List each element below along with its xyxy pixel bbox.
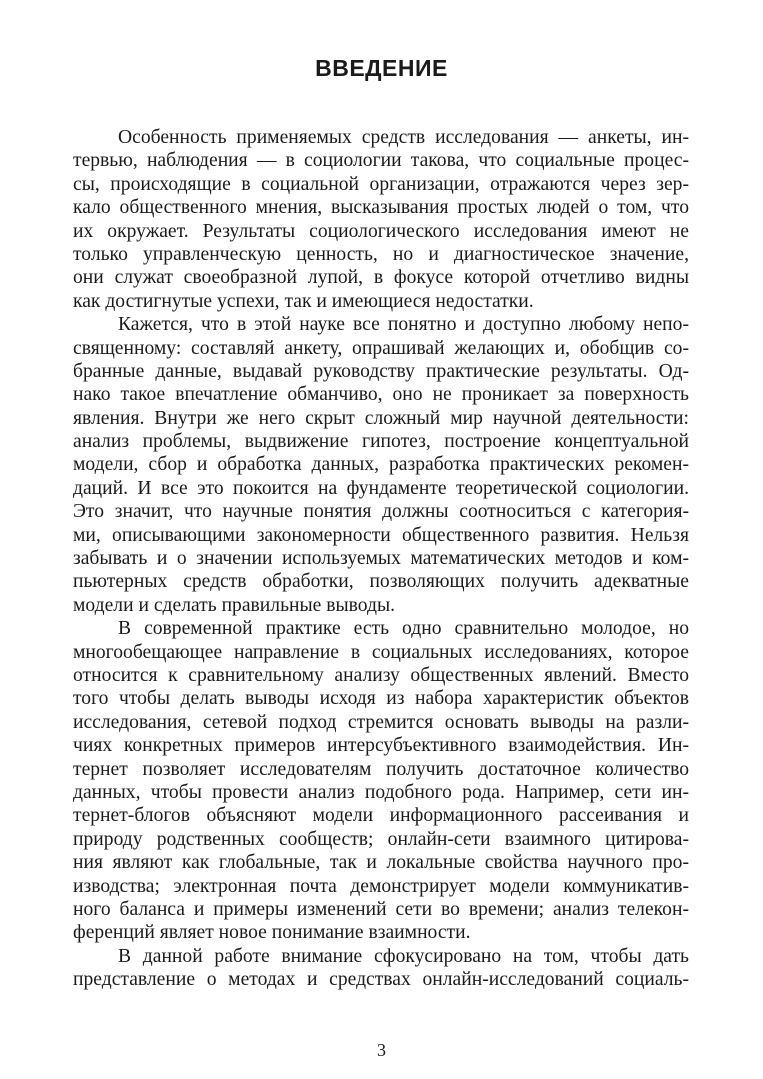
text-line: представление о методах и средствах онлайн-исследований социаль- (73, 969, 689, 991)
text-line: пьютерных средств обработки, позволяющих получить адекватные (73, 571, 689, 593)
text-line: бранные данные, выдавай руководству практические результаты. Од- (73, 360, 689, 382)
text-line: Это значит, что научные понятия должны соотноситься с категория- (73, 501, 689, 523)
text-line: модели, сбор и обработка данных, разработка практических рекомен- (73, 454, 689, 476)
text-line: тернет-блогов объясняют модели информационного рассеивания и (73, 805, 689, 827)
text-line: Кажется, что в этой науке все понятно и доступно любому непо- (118, 314, 689, 336)
text-line: того чтобы делать выводы исходя из набора характеристик объектов (73, 688, 689, 710)
page-title: ВВЕДЕНИЕ (315, 55, 448, 81)
text-line: исследования, сетевой подход стремится основать выводы на разли- (73, 711, 689, 733)
text-line: модели и сделать правильные выводы. (73, 594, 396, 616)
text-line: их окружает. Результаты социологического исследования имеют не (73, 220, 689, 242)
text-line: даций. И все это покоится на фундаменте теоретической социологии. (73, 477, 689, 499)
body-text (73, 126, 689, 991)
paragraph (73, 126, 689, 313)
paragraph (73, 945, 689, 992)
text-line: многообещающее направление в социальных исследованиях, которое (73, 641, 689, 663)
text-line: только управленческую ценность, но и диагностическое значение, (73, 243, 689, 265)
text-line: тернет позволяет исследователям получить достаточное количество (73, 758, 689, 780)
text-line: Особенность применяемых средств исследования — анкеты, ин- (118, 127, 689, 148)
text-line: ния являют как глобальные, так и локальные свойства научного про- (73, 852, 689, 874)
text-line: тервью, наблюдения — в социологии такова, что социальные процес- (73, 150, 689, 172)
page-number: 3 (377, 1040, 386, 1060)
text-line: анализ проблемы, выдвижение гипотез, построение концептуальной (73, 431, 689, 453)
text-line: В современной практике есть одно сравнительно молодое, но (118, 618, 689, 640)
text-line: ференций являет новое понимание взаимности. (73, 922, 471, 944)
text-line: нако такое впечатление обманчиво, оно не проникает за поверхность (73, 384, 689, 406)
text-line: как достигнутые успехи, так и имеющиеся недостатки. (73, 290, 534, 312)
text-line: они служат своеобразной лупой, в фокусе которой отчетливо видны (73, 267, 689, 289)
text-line: кало общественного мнения, высказывания простых людей о том, что (73, 197, 689, 219)
text-line: ми, описывающими закономерности общественного развития. Нельзя (73, 524, 689, 546)
text-line: относится к сравнительному анализу общественных явлений. Вместо (73, 664, 689, 686)
text-line: В данной работе внимание сфокусировано на том, чтобы дать (118, 945, 689, 967)
text-line: забывать и о значении используемых математических методов и ком- (73, 548, 689, 570)
text-line: явления. Внутри же него скрыт сложный мир научной деятельности: (73, 407, 689, 429)
text-line: сы, происходящие в социальной организации, отражаются через зер- (73, 173, 689, 195)
paragraph (73, 617, 689, 944)
text-line: чиях конкретных примеров интерсубъективного взаимодействия. Ин- (73, 735, 689, 757)
paragraph (73, 313, 689, 617)
text-line: ного баланса и примеры изменений сети во времени; анализ телекон- (73, 898, 689, 920)
text-line: изводства; электронная почта демонстрирует модели коммуникатив- (73, 875, 689, 897)
text-line: священному: составляй анкету, опрашивай желающих и, обобщив со- (73, 337, 689, 359)
text-line: данных, чтобы провести анализ подобного рода. Например, сети ин- (73, 781, 689, 803)
text-line: природу родственных сообществ; онлайн-сети взаимного цитирова- (73, 828, 689, 850)
